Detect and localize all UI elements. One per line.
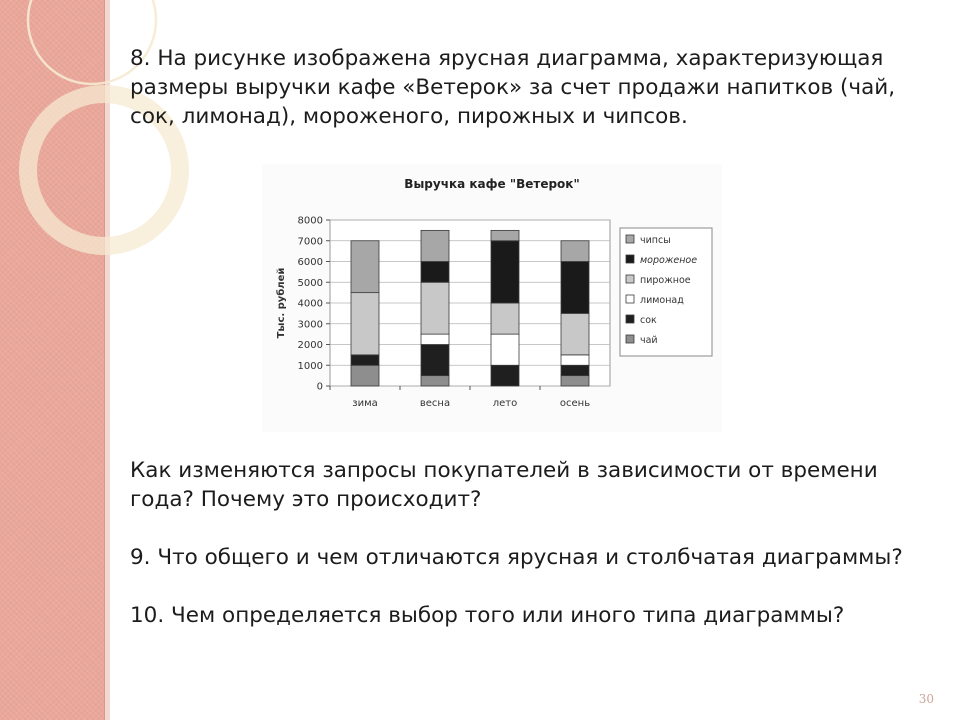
bar-segment	[491, 334, 519, 365]
legend-label: чипсы	[640, 235, 671, 246]
bar-segment	[421, 230, 449, 261]
y-tick-label: 7000	[297, 236, 323, 248]
bar-segment	[491, 230, 519, 240]
y-tick-label: 0	[316, 381, 323, 393]
bar-segment	[561, 313, 589, 355]
bar-segment	[351, 365, 379, 386]
legend-swatch	[626, 235, 634, 243]
bar-segment	[351, 293, 379, 355]
legend-swatch	[626, 335, 634, 343]
y-tick-label: 2000	[297, 340, 323, 351]
legend-label: мороженое	[640, 255, 698, 266]
legend-swatch	[626, 275, 634, 283]
legend-label: сок	[640, 315, 657, 326]
legend-label: лимонад	[640, 295, 684, 306]
question-9: 9. Что общего и чем отличаются ярусная и столбчатая диаграммы?	[130, 545, 903, 570]
y-tick-label: 1000	[297, 360, 323, 372]
legend-swatch	[626, 315, 634, 323]
bar-segment	[561, 241, 589, 262]
y-axis-title: Тыс. рублей	[276, 267, 287, 339]
question-main: Как изменяются запросы покупателей в зависимости от времени года? Почему это происходит?	[130, 458, 878, 512]
bar-segment	[351, 355, 379, 365]
x-tick-label: лето	[492, 398, 518, 409]
legend-label: пирожное	[640, 275, 691, 286]
bar-segment	[421, 376, 449, 386]
bar-segment	[491, 241, 519, 303]
x-tick-label: осень	[559, 398, 591, 409]
legend-swatch	[626, 295, 634, 303]
bar-segment	[491, 303, 519, 334]
bar-segment	[561, 355, 589, 365]
y-tick-label: 5000	[297, 277, 323, 289]
intro-text: 8. На рисунке изображена ярусная диаграмма, характеризующая размеры выручки кафе «Ветерок» за счет продажи напитков (чай, сок, лимонад), мороженого, пирожных и чипсов.	[130, 46, 896, 129]
bar-segment	[561, 365, 589, 375]
y-tick-label: 8000	[297, 215, 323, 227]
stacked-bar-chart	[262, 164, 722, 432]
decorative-rings	[0, 0, 150, 260]
bar-segment	[491, 365, 519, 386]
bar-segment	[351, 241, 379, 293]
bar-segment	[421, 334, 449, 344]
y-tick-label: 3000	[297, 319, 323, 331]
task-description	[130, 44, 920, 131]
question-10: 10. Чем определяется выбор того или иного типа диаграммы?	[130, 603, 845, 628]
bar-segment	[421, 345, 449, 376]
legend-swatch	[626, 255, 634, 263]
bar-segment	[421, 282, 449, 334]
bar-segment	[561, 376, 589, 386]
questions-block	[130, 456, 920, 630]
y-tick-label: 6000	[297, 257, 323, 268]
x-tick-label: весна	[419, 398, 451, 409]
chart-canvas	[262, 164, 722, 432]
bar-segment	[561, 262, 589, 314]
x-tick-label: зима	[352, 398, 378, 409]
legend-label: чай	[640, 335, 658, 346]
bar-segment	[421, 262, 449, 283]
page-number: 30	[918, 692, 934, 706]
chart-title: Выручка кафе "Ветерок"	[404, 177, 580, 191]
y-tick-label: 4000	[297, 298, 323, 310]
